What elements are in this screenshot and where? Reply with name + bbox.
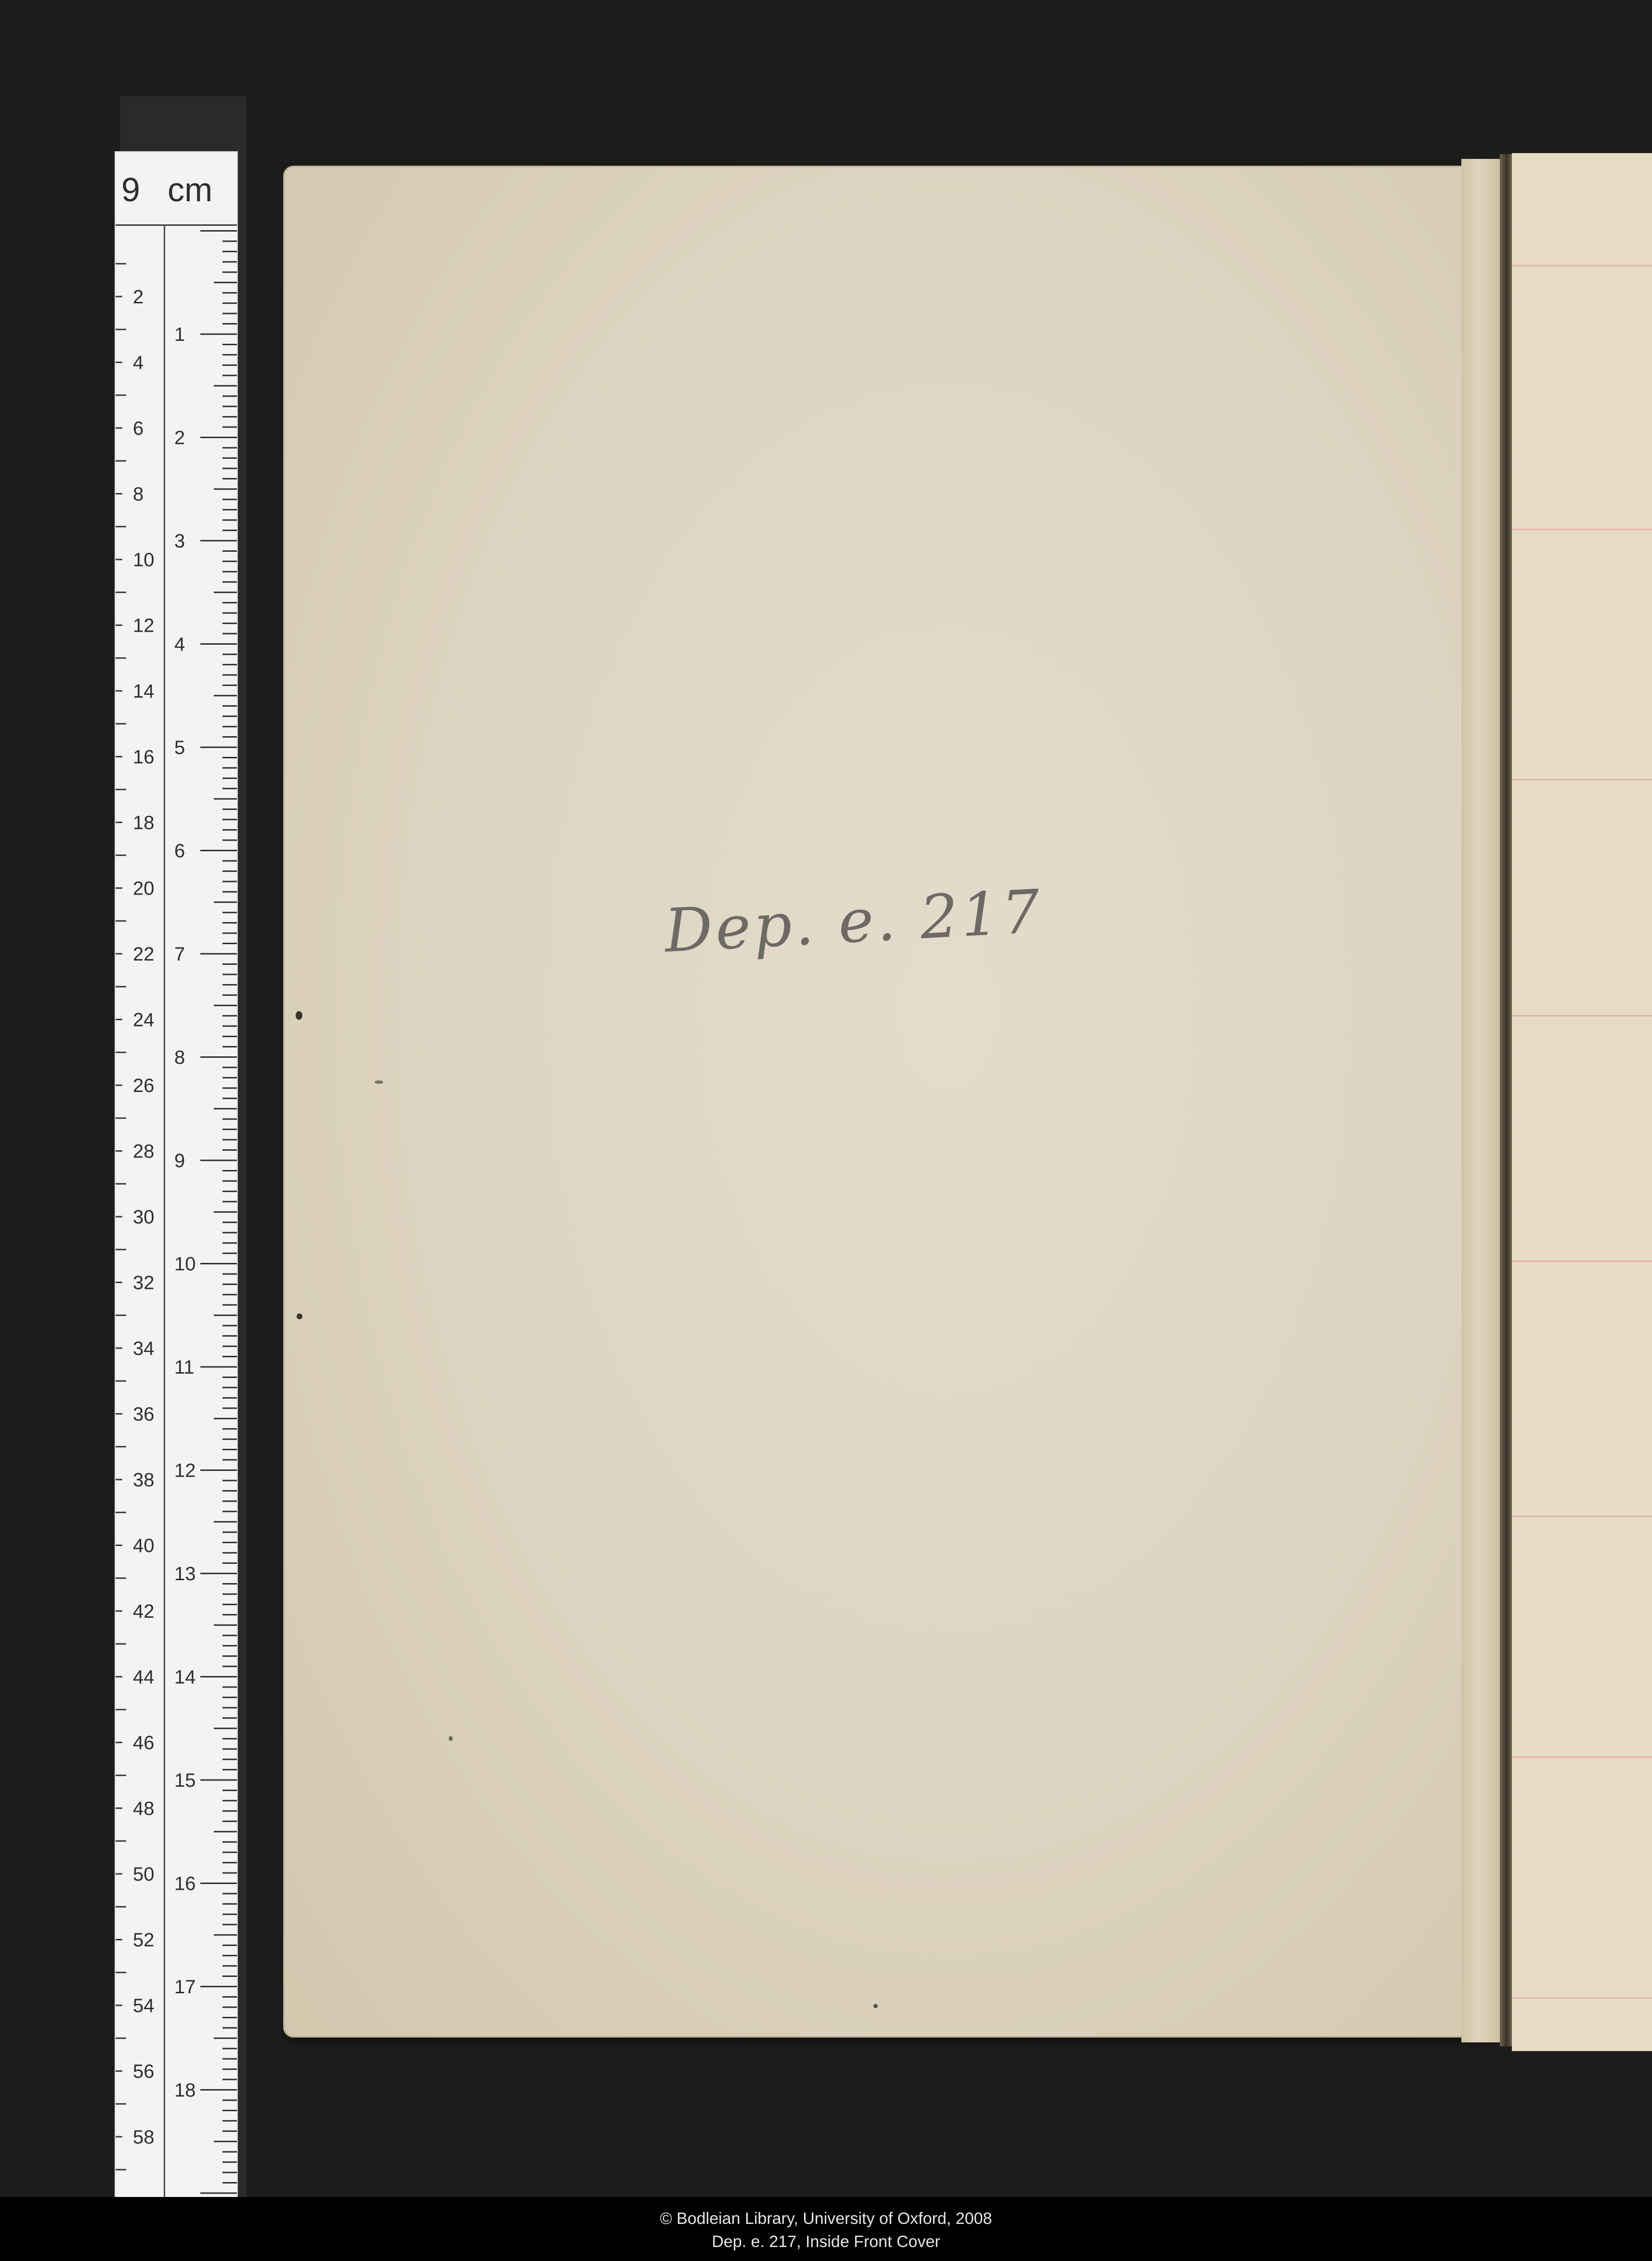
ruler-left-label: 32 xyxy=(133,1272,155,1294)
ruled-line xyxy=(1512,1997,1652,1999)
ruler-right-label: 18 xyxy=(174,2079,196,2101)
ruler-right-label: 17 xyxy=(174,1976,196,1998)
ruler-left-label: 56 xyxy=(133,2061,155,2082)
ruler-left-label: 10 xyxy=(133,549,155,571)
ruler-right-label: 12 xyxy=(174,1460,196,1481)
ruler-right-label: 3 xyxy=(174,531,185,552)
stain-spot xyxy=(449,1736,453,1741)
ruler-left-label: 28 xyxy=(133,1141,155,1162)
ruled-line xyxy=(1512,265,1652,266)
ruler-right-label: 11 xyxy=(174,1357,195,1378)
ruler-left-label: 50 xyxy=(133,1864,155,1885)
ruler-left-label: 40 xyxy=(133,1535,155,1557)
ruler-left-label: 46 xyxy=(133,1732,155,1754)
measurement-ruler xyxy=(115,151,238,2199)
ruler-right-label: 13 xyxy=(174,1563,196,1585)
ruler-left-label: 58 xyxy=(133,2127,155,2148)
ruler-left-label: 18 xyxy=(133,812,155,833)
ruler-left-label: 52 xyxy=(133,1929,155,1951)
ruler-right-label: 2 xyxy=(174,427,185,449)
copyright-caption: © Bodleian Library, University of Oxford, 2008 xyxy=(660,2209,992,2228)
facing-page xyxy=(1512,153,1652,2051)
caption-bar xyxy=(0,2197,1652,2261)
ruler-right-label: 1 xyxy=(174,324,185,345)
ruler-left-label: 4 xyxy=(133,352,144,374)
ruler-left-label: 48 xyxy=(133,1798,155,1819)
ruler-right-label: 5 xyxy=(174,737,185,758)
ruler-left-label: 20 xyxy=(133,878,155,899)
ruler-right-label: 10 xyxy=(174,1253,196,1275)
ruler-left-label: 54 xyxy=(133,1995,155,2016)
ruled-line xyxy=(1512,529,1652,530)
ruled-line xyxy=(1512,779,1652,780)
ruled-line xyxy=(1512,1260,1652,1262)
ruler-left-label: 6 xyxy=(133,418,144,439)
ruler-right-label: 15 xyxy=(174,1770,196,1791)
shelfmark-annotation: Dep. e. 217 xyxy=(663,877,1045,966)
ruler-left-label: 34 xyxy=(133,1338,155,1359)
ruled-line xyxy=(1512,1756,1652,1758)
ruler-left-label: 22 xyxy=(133,944,155,965)
ruled-line xyxy=(1512,1516,1652,1517)
ruler-left-label: 24 xyxy=(133,1009,155,1031)
ruler-scale xyxy=(116,152,238,2199)
stain-spot xyxy=(873,2004,878,2008)
ruler-left-label: 44 xyxy=(133,1666,155,1688)
ruler-right-label: 6 xyxy=(174,840,185,862)
ruler-left-label: 8 xyxy=(133,483,144,505)
ruler-left-label: 14 xyxy=(133,681,155,702)
ruler-left-label: 42 xyxy=(133,1601,155,1622)
ruler-left-label: 16 xyxy=(133,746,155,768)
binding-gutter xyxy=(1500,154,1513,2046)
ruled-line xyxy=(1512,1015,1652,1016)
reference-caption: Dep. e. 217, Inside Front Cover xyxy=(712,2233,940,2251)
ruler-right-label: 14 xyxy=(174,1666,196,1688)
ruler-right-label: 7 xyxy=(174,944,185,965)
ruler-left-label: 38 xyxy=(133,1469,155,1491)
ruler-left-label: 30 xyxy=(133,1207,155,1228)
stain-spot xyxy=(296,1011,302,1020)
ruler-left-label: 26 xyxy=(133,1075,155,1096)
ruler-left-label: 2 xyxy=(133,286,144,308)
ruler-left-label: 12 xyxy=(133,615,155,637)
ruler-right-label: 4 xyxy=(174,634,185,655)
ruler-right-label: 8 xyxy=(174,1047,185,1068)
ruler-unit-label: cm xyxy=(168,171,213,208)
page-edge xyxy=(1461,159,1505,2042)
inside-front-cover-page xyxy=(283,166,1492,2038)
stain-spot xyxy=(297,1313,302,1319)
ruler-top-number: 9 xyxy=(121,171,140,208)
stain-spot xyxy=(375,1080,383,1084)
ruler-right-label: 16 xyxy=(174,1873,196,1895)
ruler-left-label: 36 xyxy=(133,1403,155,1425)
ruler-right-label: 9 xyxy=(174,1150,185,1171)
